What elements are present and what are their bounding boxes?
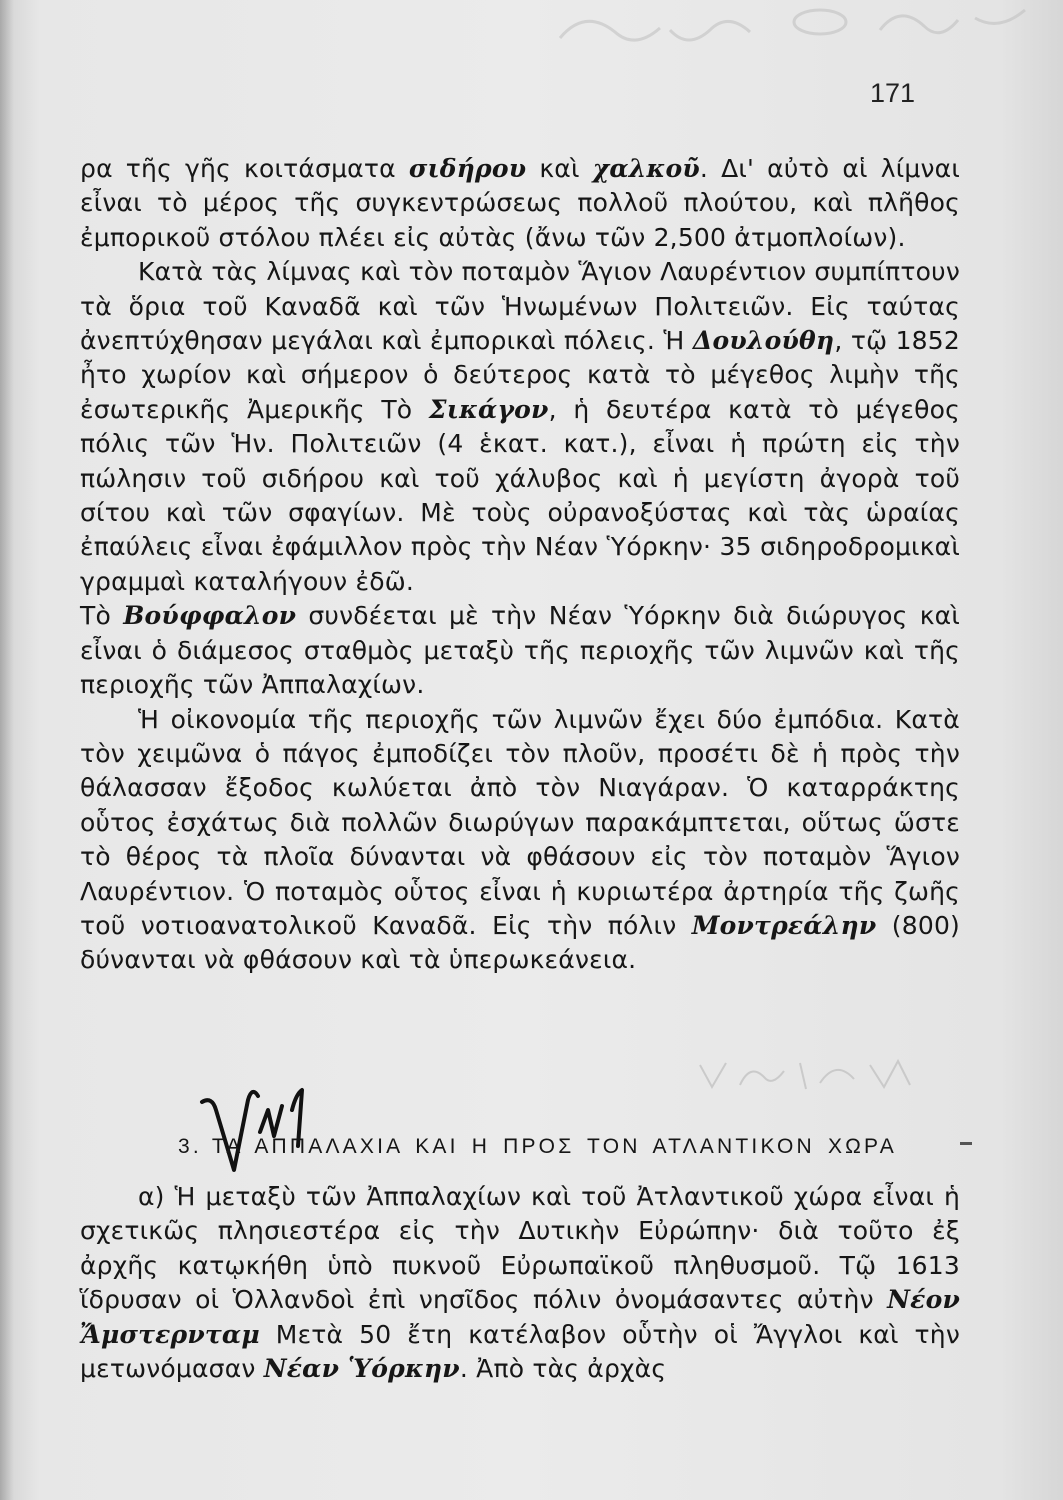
bleed-through-ornament [0,0,1063,70]
text-run: ρα τῆς γῆς κοιτάσματα [80,154,409,183]
section-title: ΤΑ ΑΠΠΑΛΑΧΙΑ ΚΑΙ Η ΠΡΟΣ ΤΟΝ ΑΤΛΑΝΤΙΚΟΝ ΧΩΡΑ [211,1135,897,1158]
section-text [80,1180,960,1386]
text-run: , τῷ 1852 ἦτο χωρίον καὶ σήμερον ὁ δεύτερος κατὰ τὸ μέγεθος λιμὴν τῆς ἐσωτερικῆς Ἀμερικῆς Τὸ [80,326,960,424]
text-run: . Ἀπὸ τὰς ἀρχὰς [459,1354,667,1384]
paragraph-4 [80,703,960,978]
handwritten-annotation [196,1080,336,1176]
page-number: 171 [870,78,916,108]
place-name-new-york: Νέαν Ὑόρκην [263,1354,460,1384]
section-heading [178,1135,938,1159]
place-name-buffalo: Βούφφαλον [123,601,297,631]
body-text [80,152,960,978]
section-number: 3. [178,1135,202,1158]
place-name-new-amsterdam: Νέον Ἄμστερνταμ [80,1285,960,1349]
section-paragraph-1 [80,1180,960,1386]
place-name-iron: σιδήρου [408,154,527,183]
paragraph-3 [80,599,960,702]
bleed-through-scribble [690,1055,940,1095]
text-run: Μετὰ 50 ἔτη κατέλαβον οὗτὴν οἱ Ἄγγλοι καὶ τὴν μετωνόμασαν [80,1319,960,1384]
text-run: α) Ἡ μεταξὺ τῶν Ἀππαλαχίων καὶ τοῦ Ἀτλαντικοῦ χώρα εἶναι ἡ σχετικῶς πλησιεστέρα εἰς τὴν Δυτικὴν Εὐρώπην· διὰ τοῦτο ἐξ ἀρχῆς κατῳκήθη ὑπὸ πυκνοῦ Εὐρωπαϊκοῦ πληθυσμοῦ. Τῷ 1613 ἵδρυσαν οἱ Ὁλλανδοὶ ἐπὶ νησῖδος πόλιν ὀνομάσαντες αὐτὴν [80,1182,960,1315]
text-run: Τὸ [80,601,124,631]
margin-dash [960,1142,972,1145]
place-name-copper: χαλκοῦ [592,154,700,183]
text-run: . Δι' αὐτὸ αἱ λίμναι εἶναι τὸ μέρος τῆς συγκεντρώσεως πολλοῦ πλούτου, καὶ πλῆθος ἐμπορικοῦ στόλου πλέει εἰς αὐτὰς (ἄνω τῶν 2,500 ἀτμοπλοίων). [80,154,960,252]
text-run: Κατὰ τὰς λίμνας καὶ τὸν ποταμὸν Ἅγιον Λαυρέντιον συμπίπτουν τὰ ὅρια τοῦ Καναδᾶ καὶ τῶν Ἡνωμένων Πολιτειῶν. Εἰς ταύτας ἀνεπτύχθησαν μεγάλαι καὶ ἐμπορικαὶ πόλεις. Ἡ [80,257,960,356]
paragraph-1 [80,152,960,255]
text-run: (800) δύνανται νὰ φθάσουν καὶ τὰ ὑπερωκεάνεια. [80,910,961,975]
place-name-montreal: Μοντρεάλην [691,910,877,940]
page-edge-shadow [0,0,14,1500]
text-run: , ἡ δευτέρα κατὰ τὸ μέγεθος πόλις τῶν Ἡν. Πολιτειῶν (4 ἑκατ. κατ.), εἶναι ἡ πρώτη εἰς τὴν πώλησιν τοῦ σιδήρου καὶ τοῦ χάλυβος καὶ ἡ μεγίστη ἀγορὰ τοῦ σίτου καὶ τῶν σφαγίων. Μὲ τοὺς οὐρανοξύστας καὶ τὰς ὡραίας ἐπαύλεις εἶναι ἐφάμιλλον πρὸς τὴν Νέαν Ὑόρκην· 35 σιδηροδρομικαὶ γραμμαὶ καταλήγουν ἐδῶ. [80,394,960,596]
text-run: συνδέεται μὲ τὴν Νέαν Ὑόρκην διὰ διώρυγος καὶ εἶναι ὁ διάμεσος σταθμὸς μεταξὺ τῆς περιοχῆς τῶν λιμνῶν καὶ τῆς περιοχῆς τῶν Ἀππαλαχίων. [80,601,960,700]
text-run: Ἡ οἰκονομία τῆς περιοχῆς τῶν λιμνῶν ἔχει δύο ἐμπόδια. Κατὰ τὸν χειμῶνα ὁ πάγος ἐμποδίζει τὸν πλοῦν, προσέτι δὲ ἡ πρὸς τὴν θάλασσαν ἔξοδος κωλύεται ἀπὸ τὸν Νιαγάραν. Ὁ καταρράκτης οὗτος ἐσχάτως διὰ πολλῶν διωρύγων παρακάμπτεται, οὕτως ὥστε τὸ θέρος τὰ πλοῖα δύνανται νὰ φθάσουν εἰς τὸν ποταμὸν Ἅγιον Λαυρέντιον. Ὁ ποταμὸς οὗτος εἶναι ἡ κυριωτέρα ἀρτηρία τῆς ζωῆς τοῦ νοτιοανατολικοῦ Καναδᾶ. Εἰς τὴν πόλιν [80,704,960,940]
text-run: καὶ [526,154,593,183]
paragraph-2 [80,255,960,599]
place-name-duluth: Δουλούθη [692,326,835,356]
place-name-chicago: Σικάγον [428,394,549,424]
